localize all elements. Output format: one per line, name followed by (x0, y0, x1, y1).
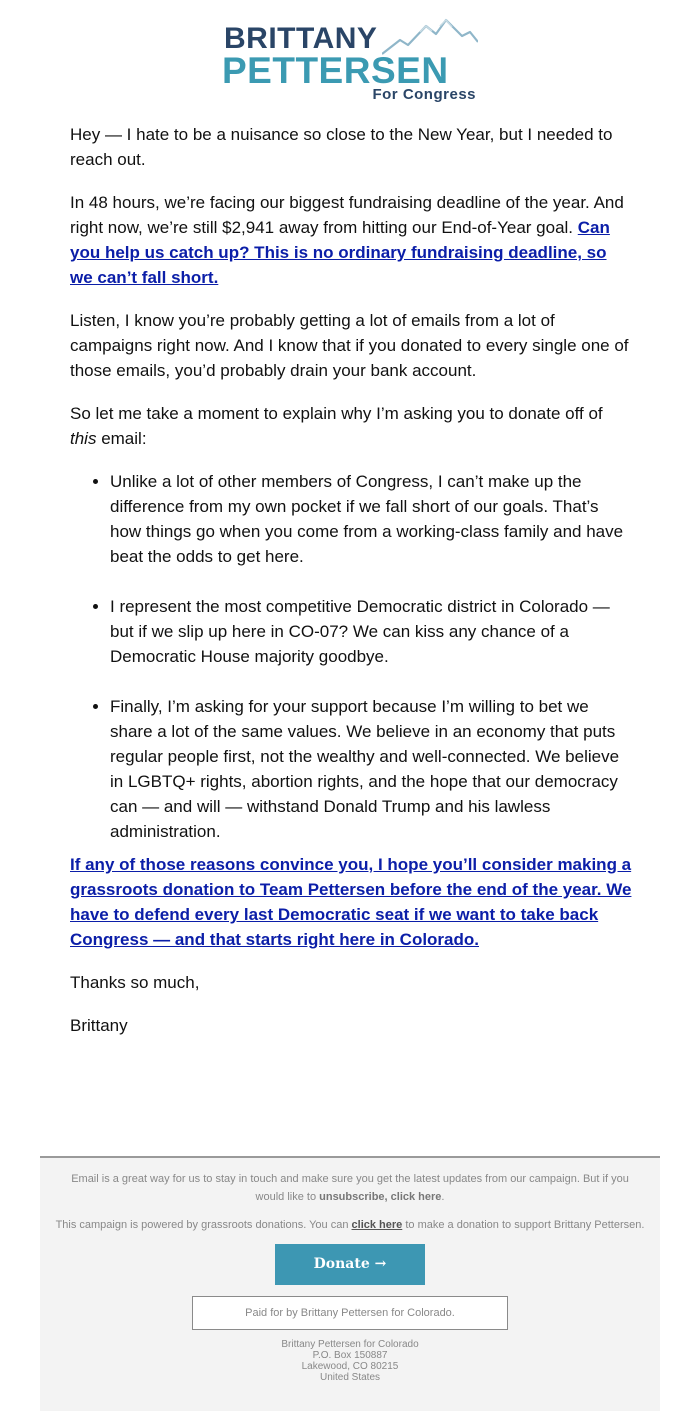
thanks-line: Thanks so much, (70, 973, 200, 992)
paragraph-deadline (70, 190, 632, 290)
mailing-address (40, 1339, 660, 1383)
unsubscribe-text: Email is a great way for us to stay in touch and make sure you get the latest updates from our campaign. But if you would like to (71, 1173, 629, 1203)
email-footer (40, 1156, 660, 1411)
unsubscribe-link[interactable]: unsubscribe, click here (319, 1191, 442, 1203)
footer-click-here-link[interactable]: click here (351, 1219, 403, 1231)
address-line2: Lakewood, CO 80215 (301, 1361, 399, 1372)
logo-first-name: BRITTANY (224, 22, 378, 55)
signature: Brittany (70, 1016, 128, 1035)
paragraph-intro: Hey — I hate to be a nuisance so close to the New Year, but I needed to reach out. (70, 125, 613, 169)
campaign-logo (222, 18, 478, 106)
paid-for-disclaimer: Paid for by Brittany Pettersen for Colorado. (192, 1296, 508, 1330)
explain-text-after: email: (96, 429, 147, 448)
address-line1: P.O. Box 150887 (312, 1350, 388, 1361)
explain-emphasis: this (70, 429, 97, 448)
logo-last-name: PETTERSEN (222, 50, 449, 91)
deadline-text: In 48 hours, we’re facing our biggest fundraising deadline of the year. And right now, we’re still $2,941 away from hitting our End-of-Year goal. (70, 193, 624, 237)
reasons-list (70, 469, 632, 844)
paragraph-explain (70, 401, 632, 451)
donation-note-end: to make a donation to support Brittany Pettersen. (402, 1219, 645, 1231)
email-body (70, 122, 632, 1056)
reason-item-3: • Finally, I’m asking for your support because I’m willing to bet we share a lot of the same values. We believe in an economy that puts regular people first, not the wealthy and well-connected. We believe in LGBTQ+ rights, abortion rights, and the hope that our democracy can — and will — withstand Donald Trump and his lawless administration. (110, 694, 632, 844)
paragraph-closing (70, 852, 632, 952)
grassroots-donation-link[interactable]: If any of those reasons convince you, I hope you’ll consider making a grassroots donation to Team Pettersen before the end of the year. We have to defend every last Democratic seat if we want to take back Congress — and that starts right here in Colorado. (70, 855, 632, 949)
donate-button[interactable]: Donate → (275, 1244, 425, 1285)
explain-text-before: So let me take a moment to explain why I’m asking you to donate off of (70, 404, 603, 423)
logo-tagline: For Congress (372, 86, 476, 103)
address-name: Brittany Pettersen for Colorado (281, 1339, 419, 1350)
catch-up-link[interactable]: Can you help us catch up? This is no ordinary fundraising deadline, so we can’t fall short. (70, 218, 610, 287)
address-country: United States (319, 1372, 381, 1383)
donation-note-text: This campaign is powered by grassroots donations. You can (55, 1219, 352, 1231)
footer-donation-note (40, 1216, 660, 1234)
footer-unsubscribe-note (60, 1170, 640, 1206)
paragraph-emails: Listen, I know you’re probably getting a lot of emails from a lot of campaigns right now. And I know that if you donated to every single one of those emails, you’d probably drain your bank account. (70, 311, 629, 380)
reason-item-2: • I represent the most competitive Democratic district in Colorado — but if we slip up here in CO-07? We can kiss any chance of a Democratic House majority goodbye. (110, 594, 632, 669)
unsubscribe-period: . (441, 1191, 445, 1203)
reason-item-1: • Unlike a lot of other members of Congress, I can’t make up the difference from my own pocket if we fall short of our goals. That’s how things go when you come from a working-class family and have beat the odds to get here. (110, 469, 632, 569)
